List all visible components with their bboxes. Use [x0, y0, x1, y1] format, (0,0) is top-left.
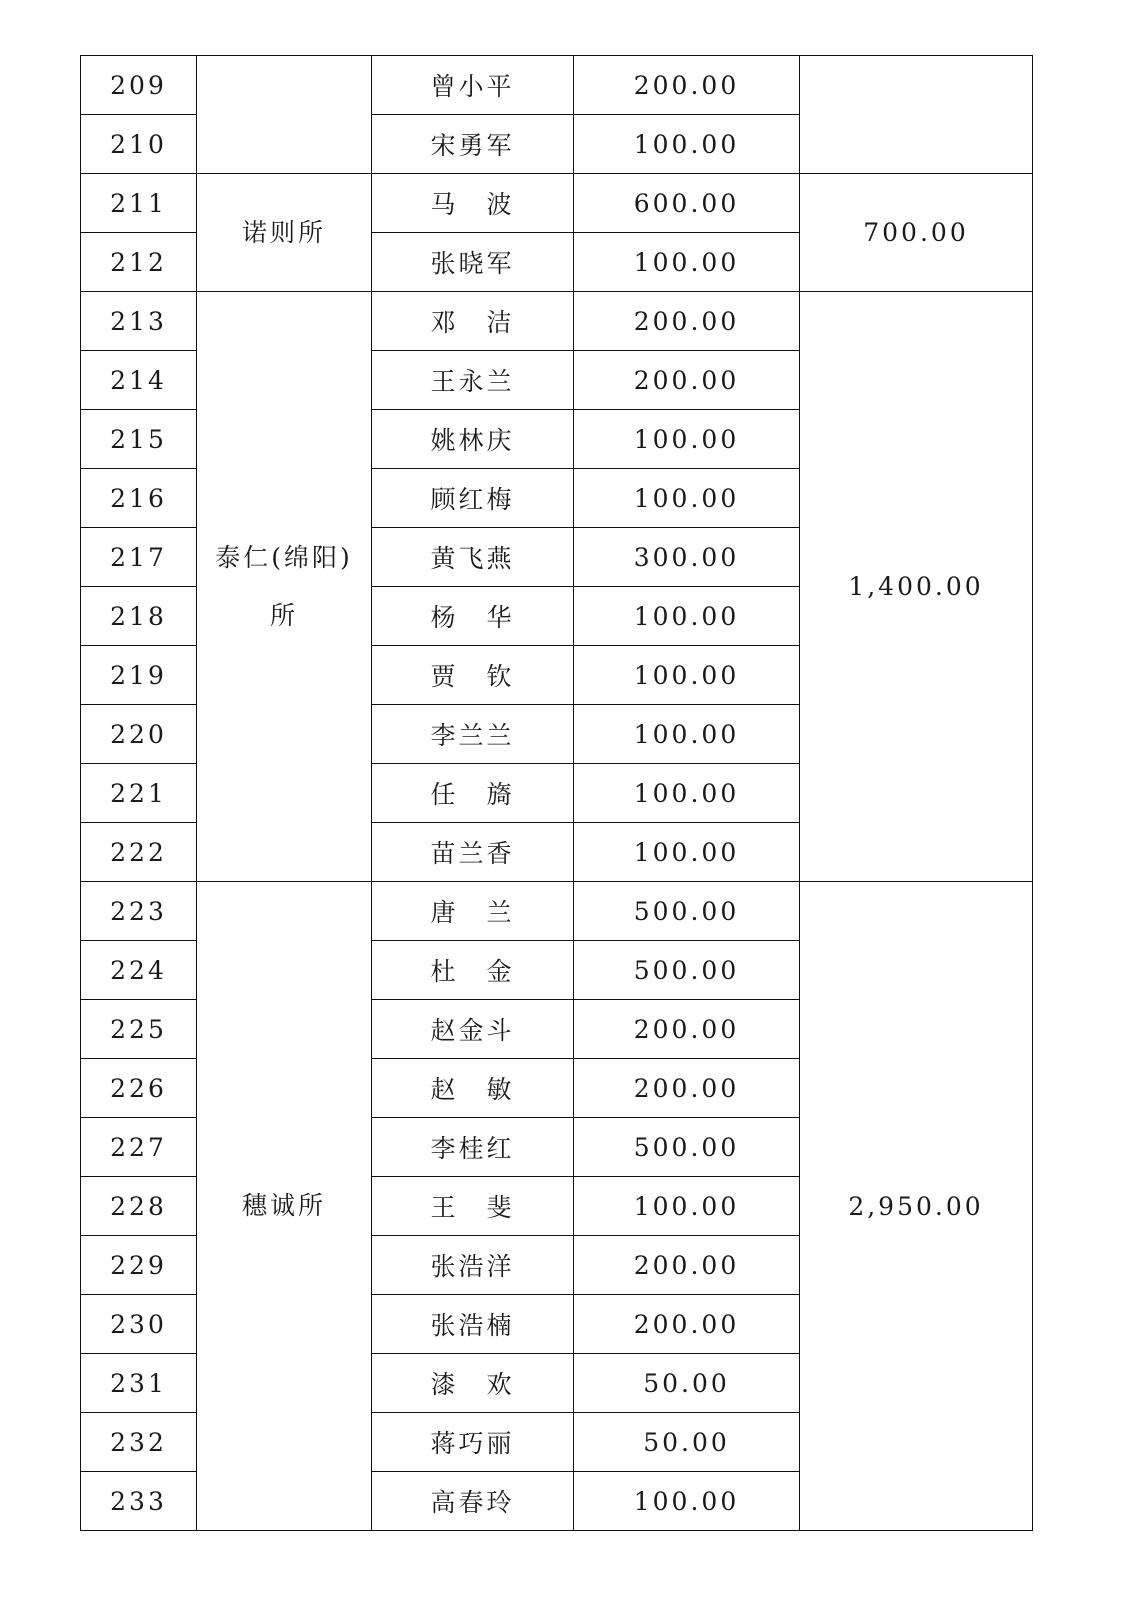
row-number-cell: 223	[81, 882, 197, 941]
amount-cell: 200.00	[574, 1236, 800, 1295]
amount-cell: 200.00	[574, 1059, 800, 1118]
row-number-cell: 209	[81, 56, 197, 115]
subtotal-cell: 1,400.00	[800, 292, 1033, 882]
unit-name: 诺则所	[241, 217, 326, 247]
table-row	[81, 56, 1033, 115]
table-body	[81, 56, 1033, 1531]
amount-cell: 100.00	[574, 823, 800, 882]
row-number-cell: 219	[81, 646, 197, 705]
amount-cell: 100.00	[574, 469, 800, 528]
donor-name-cell: 张浩楠	[372, 1295, 574, 1354]
unit-cell	[197, 882, 372, 1531]
amount-cell: 200.00	[574, 1295, 800, 1354]
amount-cell: 500.00	[574, 941, 800, 1000]
row-number-cell: 215	[81, 410, 197, 469]
amount-cell: 50.00	[574, 1354, 800, 1413]
donor-name-cell: 张浩洋	[372, 1236, 574, 1295]
donor-name-cell: 任 旖	[372, 764, 574, 823]
donor-name-cell: 贾 钦	[372, 646, 574, 705]
unit-cell	[197, 56, 372, 174]
row-number-cell: 231	[81, 1354, 197, 1413]
unit-name: 泰仁(绵阳)所	[215, 542, 353, 630]
donor-name-cell: 蒋巧丽	[372, 1413, 574, 1472]
subtotal-cell: 2,950.00	[800, 882, 1033, 1531]
amount-cell: 200.00	[574, 1000, 800, 1059]
amount-cell: 500.00	[574, 882, 800, 941]
row-number-cell: 226	[81, 1059, 197, 1118]
donor-name-cell: 张晓军	[372, 233, 574, 292]
donation-table	[80, 55, 1033, 1531]
donor-name-cell: 宋勇军	[372, 115, 574, 174]
amount-cell: 100.00	[574, 410, 800, 469]
row-number-cell: 233	[81, 1472, 197, 1531]
amount-cell: 100.00	[574, 646, 800, 705]
amount-cell: 50.00	[574, 1413, 800, 1472]
donor-name-cell: 赵金斗	[372, 1000, 574, 1059]
donor-name-cell: 赵 敏	[372, 1059, 574, 1118]
donor-name-cell: 杜 金	[372, 941, 574, 1000]
row-number-cell: 228	[81, 1177, 197, 1236]
unit-name: 穗诚所	[241, 1191, 326, 1220]
donor-name-cell: 王永兰	[372, 351, 574, 410]
amount-cell: 100.00	[574, 1177, 800, 1236]
donor-name-cell: 高春玲	[372, 1472, 574, 1531]
row-number-cell: 229	[81, 1236, 197, 1295]
donor-name-cell: 黄飞燕	[372, 528, 574, 587]
subtotal-cell: 700.00	[800, 174, 1033, 292]
donor-name-cell: 唐 兰	[372, 882, 574, 941]
donor-name-cell: 顾红梅	[372, 469, 574, 528]
row-number-cell: 216	[81, 469, 197, 528]
donor-name-cell: 漆 欢	[372, 1354, 574, 1413]
donor-name-cell: 李兰兰	[372, 705, 574, 764]
amount-cell: 100.00	[574, 764, 800, 823]
donor-name-cell: 苗兰香	[372, 823, 574, 882]
amount-cell: 200.00	[574, 351, 800, 410]
row-number-cell: 217	[81, 528, 197, 587]
row-number-cell: 218	[81, 587, 197, 646]
amount-cell: 100.00	[574, 233, 800, 292]
subtotal-cell	[800, 56, 1033, 174]
amount-cell: 200.00	[574, 56, 800, 115]
unit-cell	[197, 174, 372, 292]
row-number-cell: 232	[81, 1413, 197, 1472]
amount-cell: 100.00	[574, 705, 800, 764]
amount-cell: 600.00	[574, 174, 800, 233]
donor-name-cell: 杨 华	[372, 587, 574, 646]
row-number-cell: 225	[81, 1000, 197, 1059]
amount-cell: 300.00	[574, 528, 800, 587]
row-number-cell: 227	[81, 1118, 197, 1177]
table-row	[81, 174, 1033, 233]
table-row	[81, 882, 1033, 941]
donor-name-cell: 姚林庆	[372, 410, 574, 469]
row-number-cell: 211	[81, 174, 197, 233]
row-number-cell: 214	[81, 351, 197, 410]
amount-cell: 100.00	[574, 587, 800, 646]
amount-cell: 200.00	[574, 292, 800, 351]
amount-cell: 500.00	[574, 1118, 800, 1177]
row-number-cell: 222	[81, 823, 197, 882]
row-number-cell: 210	[81, 115, 197, 174]
row-number-cell: 212	[81, 233, 197, 292]
donor-name-cell: 李桂红	[372, 1118, 574, 1177]
donor-name-cell: 马 波	[372, 174, 574, 233]
donor-name-cell: 曾小平	[372, 56, 574, 115]
donor-name-cell: 邓 洁	[372, 292, 574, 351]
row-number-cell: 220	[81, 705, 197, 764]
amount-cell: 100.00	[574, 115, 800, 174]
row-number-cell: 230	[81, 1295, 197, 1354]
row-number-cell: 221	[81, 764, 197, 823]
row-number-cell: 224	[81, 941, 197, 1000]
table-row	[81, 292, 1033, 351]
amount-cell: 100.00	[574, 1472, 800, 1531]
donor-name-cell: 王 斐	[372, 1177, 574, 1236]
unit-cell	[197, 292, 372, 882]
row-number-cell: 213	[81, 292, 197, 351]
